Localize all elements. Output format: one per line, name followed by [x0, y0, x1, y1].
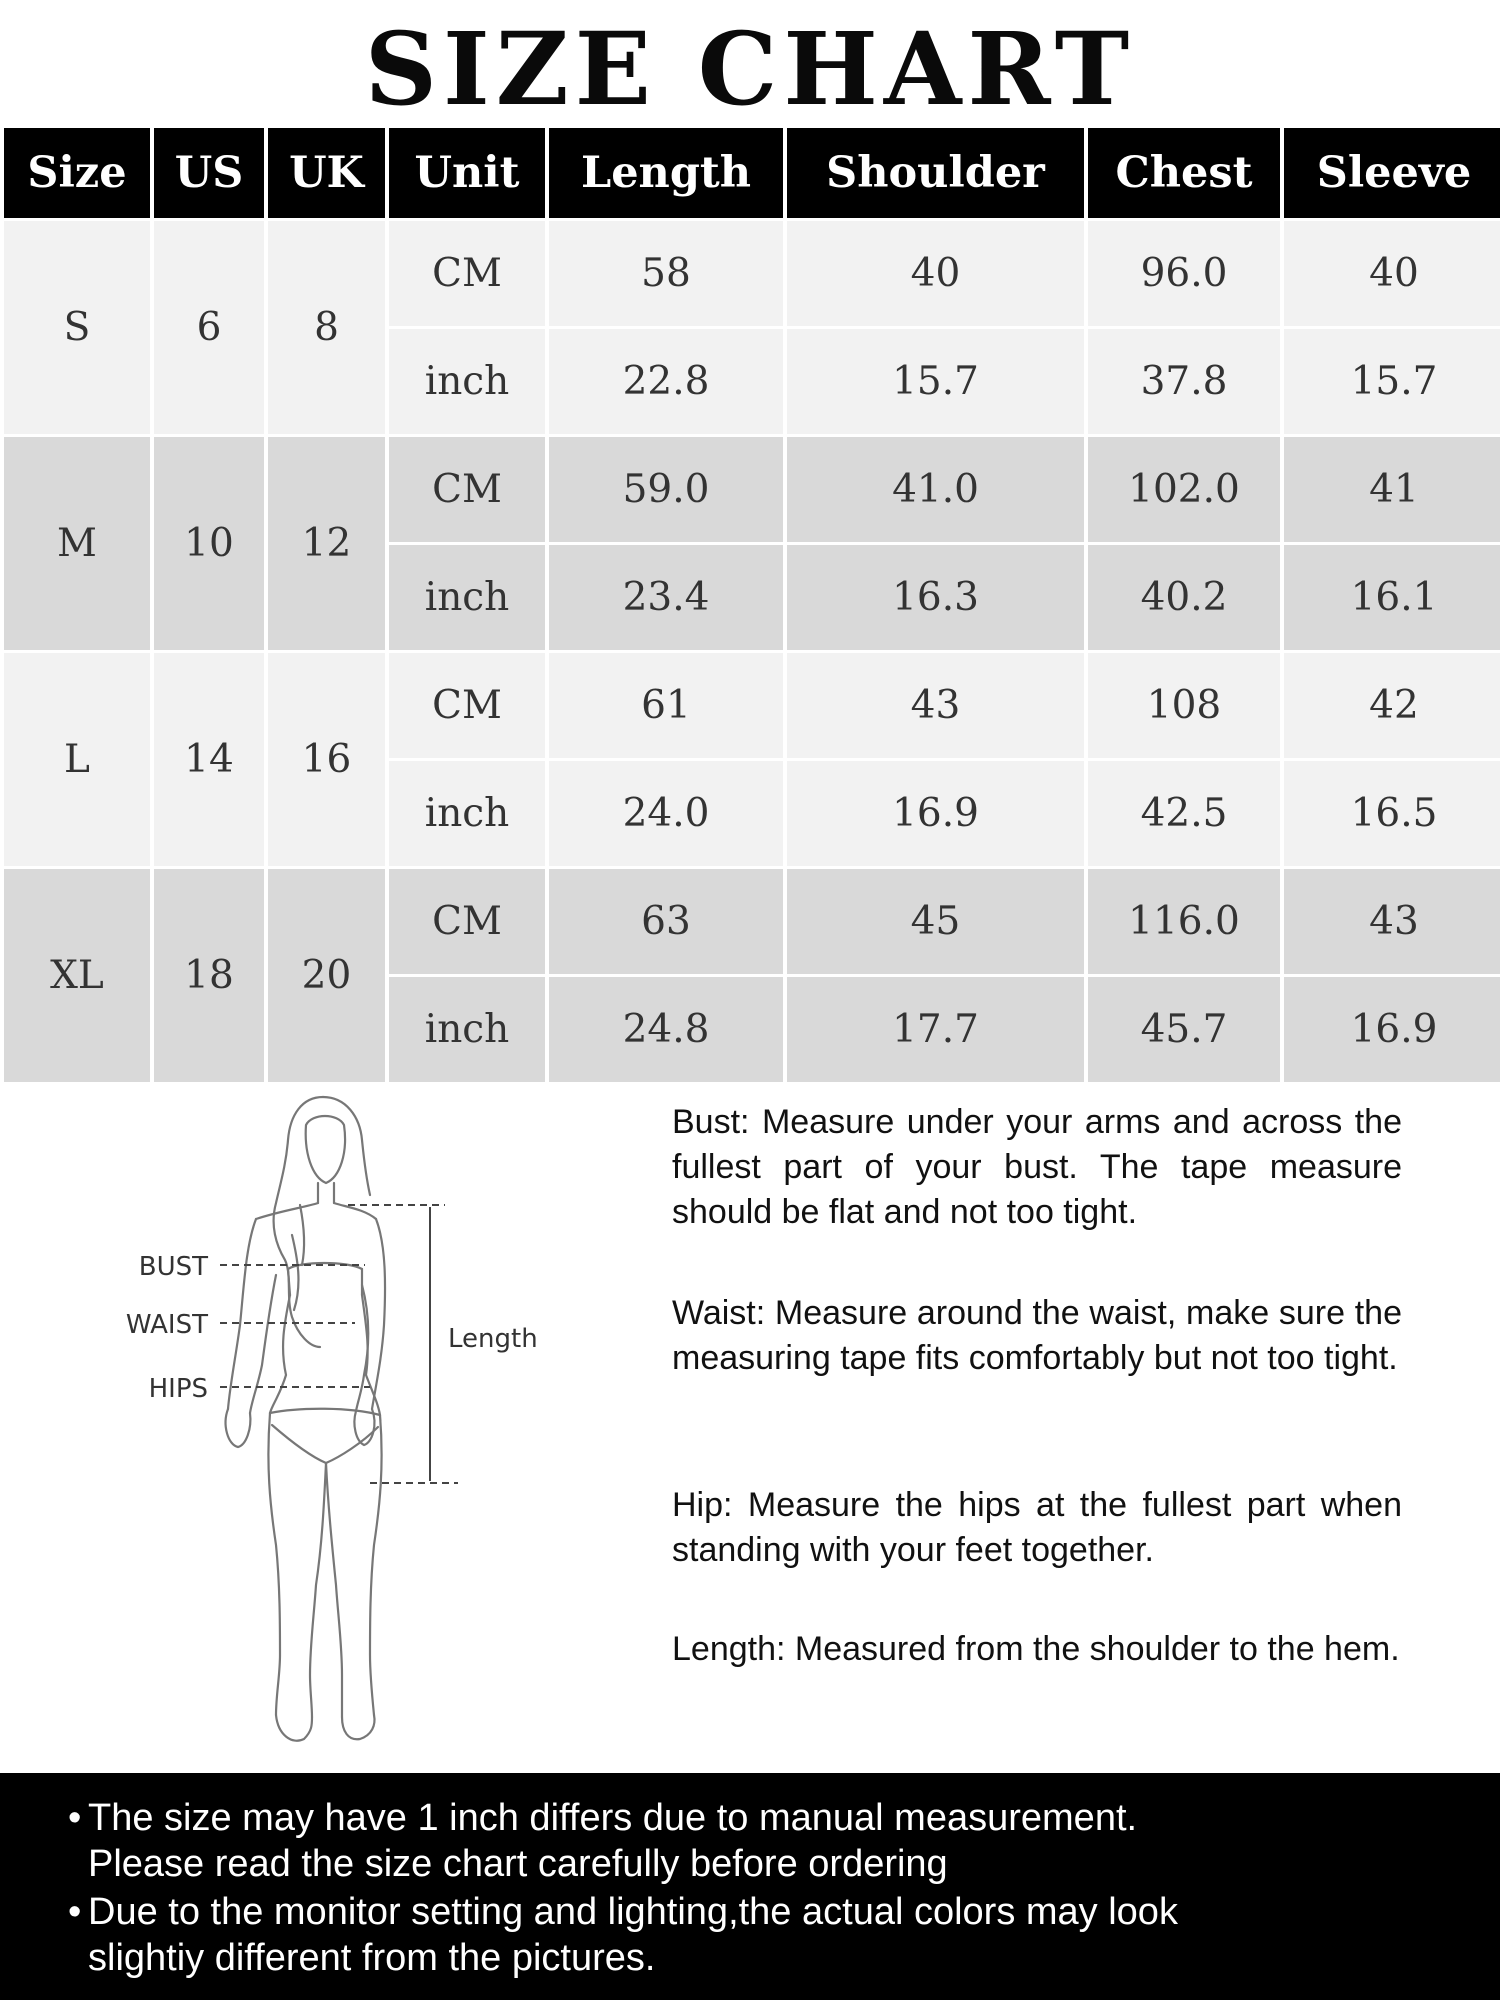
cell-sleeve: 16.1 [1284, 545, 1500, 650]
waist-label: WAIST [125, 1310, 208, 1340]
cell-sleeve: 41 [1284, 437, 1500, 542]
cell-size: M [4, 437, 150, 650]
cell-chest: 108 [1088, 653, 1280, 758]
cell-sleeve: 43 [1284, 869, 1500, 974]
cell-length: 24.0 [549, 761, 783, 866]
note-2-line-1: Due to the monitor setting and lighting,the actual colors may look [88, 1891, 1178, 1933]
size-table [0, 125, 1500, 1085]
cell-chest: 116.0 [1088, 869, 1280, 974]
cell-chest: 45.7 [1088, 977, 1280, 1082]
cell-shoulder: 17.7 [787, 977, 1084, 1082]
cell-length: 58 [549, 221, 783, 326]
header-unit: Unit [389, 128, 545, 218]
table-row [4, 221, 1500, 326]
cell-size: L [4, 653, 150, 866]
cell-chest: 40.2 [1088, 545, 1280, 650]
cell-shoulder: 15.7 [787, 329, 1084, 434]
header-size: Size [4, 128, 150, 218]
cell-uk: 8 [268, 221, 385, 434]
cell-us: 6 [154, 221, 264, 434]
cell-uk: 20 [268, 869, 385, 1082]
note-1-line-1: The size may have 1 inch differs due to manual measurement. [88, 1797, 1138, 1839]
note-1-line-2: Please read the size chart carefully before ordering [88, 1843, 948, 1885]
desc-length: Length: Measured from the shoulder to the hem. [672, 1630, 1400, 1668]
measurement-guides [220, 1205, 458, 1483]
cell-length: 61 [549, 653, 783, 758]
cell-shoulder: 41.0 [787, 437, 1084, 542]
header-sleeve: Sleeve [1284, 128, 1500, 218]
cell-unit: inch [389, 977, 545, 1082]
cell-chest: 37.8 [1088, 329, 1280, 434]
header-uk: UK [268, 128, 385, 218]
notes-banner [0, 1773, 1500, 2000]
bullet-icon: • [68, 1797, 82, 1839]
desc-bust: Bust: Measure under your arms and across the fullest part of your bust. The tape measure should be flat and not too tight. [672, 1103, 1402, 1231]
cell-sleeve: 16.9 [1284, 977, 1500, 1082]
desc-waist: Waist: Measure around the waist, make sure the measuring tape fits comfortably but not too tight. [672, 1294, 1402, 1377]
cell-us: 10 [154, 437, 264, 650]
table-header-row [4, 128, 1500, 218]
table-row [4, 437, 1500, 542]
cell-sleeve: 15.7 [1284, 329, 1500, 434]
cell-chest: 102.0 [1088, 437, 1280, 542]
cell-us: 14 [154, 653, 264, 866]
table-row [4, 869, 1500, 974]
cell-length: 24.8 [549, 977, 783, 1082]
body-outline-icon [226, 1097, 385, 1741]
cell-shoulder: 43 [787, 653, 1084, 758]
cell-unit: CM [389, 221, 545, 326]
length-label: Length [448, 1324, 538, 1354]
cell-shoulder: 45 [787, 869, 1084, 974]
cell-length: 22.8 [549, 329, 783, 434]
cell-sleeve: 16.5 [1284, 761, 1500, 866]
header-length: Length [549, 128, 783, 218]
cell-shoulder: 40 [787, 221, 1084, 326]
cell-shoulder: 16.9 [787, 761, 1084, 866]
cell-length: 63 [549, 869, 783, 974]
header-shoulder: Shoulder [787, 128, 1084, 218]
desc-hip: Hip: Measure the hips at the fullest part when standing with your feet together. [672, 1486, 1402, 1569]
note-2-line-2: slightiy different from the pictures. [88, 1937, 656, 1979]
cell-size: XL [4, 869, 150, 1082]
cell-uk: 12 [268, 437, 385, 650]
cell-sleeve: 40 [1284, 221, 1500, 326]
body-measurement-figure [80, 1085, 600, 1755]
bullet-icon: • [68, 1891, 82, 1933]
cell-unit: CM [389, 437, 545, 542]
cell-uk: 16 [268, 653, 385, 866]
cell-chest: 96.0 [1088, 221, 1280, 326]
cell-unit: CM [389, 653, 545, 758]
cell-size: S [4, 221, 150, 434]
page-title: SIZE CHART [364, 10, 1136, 128]
cell-sleeve: 42 [1284, 653, 1500, 758]
cell-us: 18 [154, 869, 264, 1082]
cell-unit: inch [389, 329, 545, 434]
cell-unit: CM [389, 869, 545, 974]
cell-length: 59.0 [549, 437, 783, 542]
header-chest: Chest [1088, 128, 1280, 218]
header-us: US [154, 128, 264, 218]
note-2 [68, 1889, 1478, 1981]
cell-chest: 42.5 [1088, 761, 1280, 866]
cell-length: 23.4 [549, 545, 783, 650]
note-1 [68, 1795, 1478, 1887]
cell-shoulder: 16.3 [787, 545, 1084, 650]
table-row [4, 653, 1500, 758]
bust-label: BUST [138, 1252, 208, 1282]
cell-unit: inch [389, 545, 545, 650]
cell-unit: inch [389, 761, 545, 866]
hips-label: HIPS [148, 1374, 208, 1404]
